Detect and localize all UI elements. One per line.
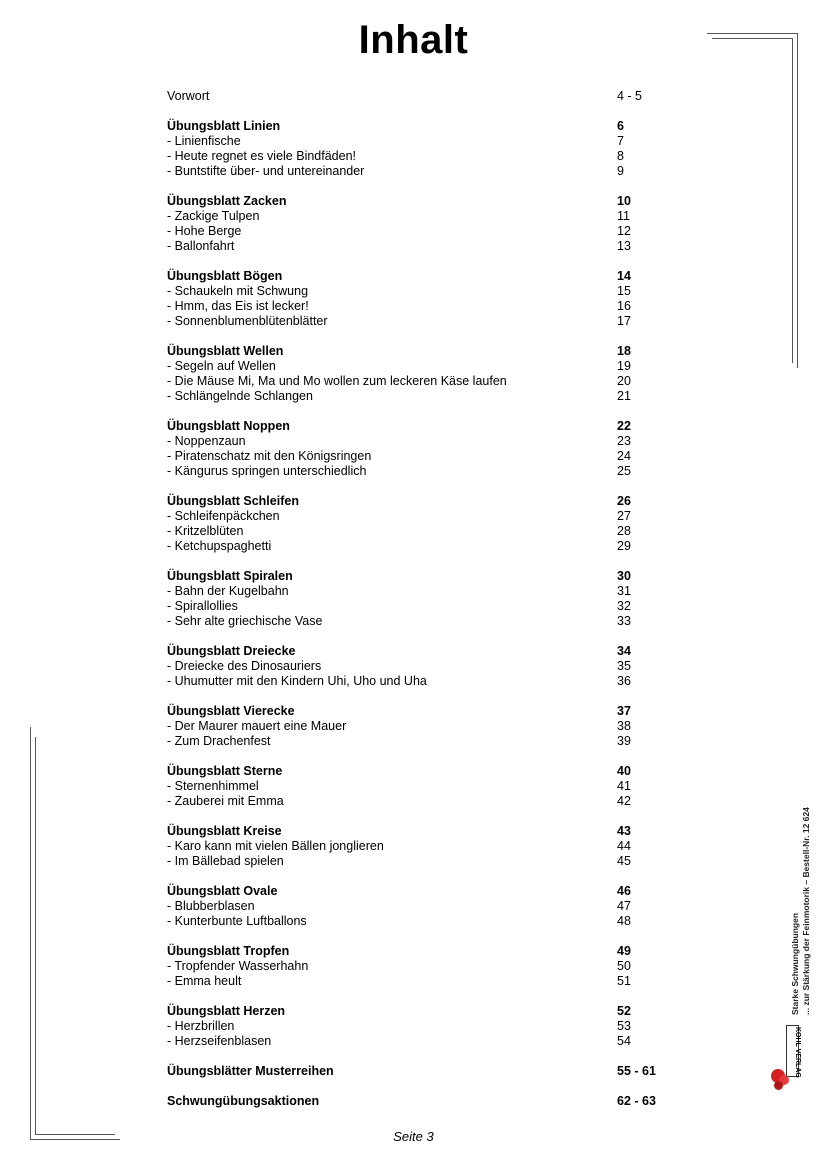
page-number: Seite 3: [393, 1129, 434, 1144]
toc-entry-title: - Schleifenpäckchen: [167, 509, 280, 523]
toc-entry-page: 38: [617, 719, 631, 733]
toc-entry-page: 42: [617, 794, 631, 808]
toc-entry-title: - Uhumutter mit den Kindern Uhi, Uho und Uha: [167, 674, 427, 688]
toc-section-heading: [167, 824, 667, 839]
toc-spacer: [167, 179, 667, 194]
toc-entry: [167, 1034, 667, 1049]
toc-entry-page: 19: [617, 359, 631, 373]
toc-entry-title: - Kritzelblüten: [167, 524, 244, 538]
toc-entry: [167, 599, 667, 614]
toc-entry-page: 24: [617, 449, 631, 463]
frame-line: [30, 727, 31, 1139]
toc-entry-page: 35: [617, 659, 631, 673]
toc-entry: [167, 539, 667, 554]
toc-entry-title: Übungsblatt Wellen: [167, 344, 284, 358]
toc-entry-title: Übungsblatt Sterne: [167, 764, 283, 778]
toc-entry: [167, 899, 667, 914]
toc-entry-page: 10: [617, 194, 631, 208]
toc-spacer: [167, 869, 667, 884]
toc-entry: [167, 974, 667, 989]
toc-section-heading: [167, 419, 667, 434]
toc-entry-title: Übungsblatt Spiralen: [167, 569, 293, 583]
toc-entry-title: - Hohe Berge: [167, 224, 242, 238]
toc-entry: [167, 314, 667, 329]
toc-entry-title: Übungsblatt Tropfen: [167, 944, 290, 958]
toc-entry: [167, 779, 667, 794]
toc-entry: [167, 434, 667, 449]
side-imprint-title: Starke Schwungübungen: [790, 912, 800, 1015]
toc-entry-page: 36: [617, 674, 631, 688]
frame-line: [35, 737, 36, 1134]
toc-entry: [167, 854, 667, 869]
toc-entry: [167, 509, 667, 524]
toc-section-heading: [167, 569, 667, 584]
toc-spacer: [167, 479, 667, 494]
toc-entry-page: 20: [617, 374, 631, 388]
toc-section-heading: [167, 119, 667, 134]
toc-entry-page: 18: [617, 344, 631, 358]
toc-entry: [167, 359, 667, 374]
toc-section-heading: [167, 1094, 667, 1109]
toc-entry-title: - Emma heult: [167, 974, 242, 988]
toc-spacer: [167, 329, 667, 344]
toc-entry: [167, 839, 667, 854]
toc-entry-title: - Blubberblasen: [167, 899, 255, 913]
frame-line: [797, 33, 798, 368]
toc-entry: [167, 719, 667, 734]
toc-spacer: [167, 749, 667, 764]
toc-entry-title: - Kunterbunte Luftballons: [167, 914, 307, 928]
toc-entry-page: 31: [617, 584, 631, 598]
toc-spacer: [167, 1049, 667, 1064]
toc-entry-title: Übungsblatt Noppen: [167, 419, 290, 433]
toc-entry-title: Übungsblatt Bögen: [167, 269, 283, 283]
toc-entry-title: - Schlängelnde Schlangen: [167, 389, 313, 403]
toc-section-heading: [167, 944, 667, 959]
toc-entry-page: 6: [617, 119, 624, 133]
toc-entry-page: 29: [617, 539, 631, 553]
toc-entry-title: - Noppenzaun: [167, 434, 246, 448]
side-imprint: [790, 807, 812, 1015]
logo-text: KOHL VERLAG: [794, 1027, 801, 1078]
toc-entry-page: 11: [617, 209, 630, 223]
toc-entry-title: - Im Bällebad spielen: [167, 854, 284, 868]
toc-entry-title: - Bahn der Kugelbahn: [167, 584, 289, 598]
toc-entry-title: - Sehr alte griechische Vase: [167, 614, 323, 628]
toc-spacer: [167, 554, 667, 569]
toc-spacer: [167, 629, 667, 644]
toc-entry-page: 23: [617, 434, 631, 448]
toc-entry: [167, 89, 667, 104]
toc-entry: [167, 164, 667, 179]
toc-entry-page: 54: [617, 1034, 631, 1048]
toc-entry: [167, 584, 667, 599]
page-title: Inhalt: [358, 18, 469, 62]
toc-entry-title: - Zum Drachenfest: [167, 734, 271, 748]
toc-entry-page: 37: [617, 704, 631, 718]
toc-entry-title: Vorwort: [167, 89, 210, 103]
toc-entry-page: 30: [617, 569, 631, 583]
toc-entry-title: - Karo kann mit vielen Bällen jonglieren: [167, 839, 384, 853]
toc-entry-page: 41: [617, 779, 631, 793]
toc-entry: [167, 299, 667, 314]
toc-entry-page: 53: [617, 1019, 631, 1033]
toc-spacer: [167, 929, 667, 944]
toc-entry-page: 40: [617, 764, 631, 778]
toc-entry-title: - Dreiecke des Dinosauriers: [167, 659, 322, 673]
toc-section-heading: [167, 194, 667, 209]
toc-entry-title: Schwungübungsaktionen: [167, 1094, 320, 1108]
toc-spacer: [167, 1079, 667, 1094]
toc-entry: [167, 734, 667, 749]
toc-entry-title: Übungsblatt Zacken: [167, 194, 287, 208]
toc-entry-title: - Schaukeln mit Schwung: [167, 284, 309, 298]
toc-entry-page: 13: [617, 239, 631, 253]
toc-entry: [167, 374, 667, 389]
toc-entry-page: 22: [617, 419, 631, 433]
toc-entry-title: - Ballonfahrt: [167, 239, 235, 253]
toc-entry-title: - Der Maurer mauert eine Mauer: [167, 719, 347, 733]
toc-section-heading: [167, 704, 667, 719]
toc-section-heading: [167, 344, 667, 359]
table-of-contents: [167, 89, 667, 1109]
frame-line: [712, 38, 792, 39]
toc-entry-page: 48: [617, 914, 631, 928]
toc-entry-page: 21: [617, 389, 631, 403]
toc-entry-title: - Spirallollies: [167, 599, 238, 613]
toc-entry: [167, 449, 667, 464]
toc-entry: [167, 524, 667, 539]
toc-spacer: [167, 104, 667, 119]
toc-section-heading: [167, 764, 667, 779]
toc-entry: [167, 149, 667, 164]
toc-entry-page: 9: [617, 164, 624, 178]
toc-entry-title: - Kängurus springen unterschiedlich: [167, 464, 367, 478]
toc-entry: [167, 134, 667, 149]
toc-section-heading: [167, 644, 667, 659]
toc-entry-page: 44: [617, 839, 631, 853]
toc-entry-page: 55 - 61: [617, 1064, 656, 1078]
toc-entry-page: 39: [617, 734, 631, 748]
toc-entry-title: - Die Mäuse Mi, Ma und Mo wollen zum leckeren Käse laufen: [167, 374, 507, 388]
toc-entry-title: Übungsblatt Schleifen: [167, 494, 299, 508]
toc-spacer: [167, 809, 667, 824]
toc-entry: [167, 959, 667, 974]
frame-line: [707, 33, 797, 34]
toc-entry-title: - Linienfische: [167, 134, 241, 148]
toc-entry-page: 14: [617, 269, 631, 283]
toc-entry-page: 34: [617, 644, 631, 658]
toc-entry-page: 50: [617, 959, 631, 973]
toc-section-heading: [167, 884, 667, 899]
toc-entry-title: Übungsblatt Linien: [167, 119, 281, 133]
frame-line: [792, 38, 793, 363]
toc-entry-title: - Segeln auf Wellen: [167, 359, 276, 373]
toc-entry-title: Übungsblätter Musterreihen: [167, 1064, 334, 1078]
logo-flower-icon: [774, 1081, 783, 1090]
toc-section-heading: [167, 494, 667, 509]
toc-entry-title: - Zauberei mit Emma: [167, 794, 284, 808]
toc-entry: [167, 1019, 667, 1034]
toc-entry-page: 47: [617, 899, 631, 913]
toc-entry-title: Übungsblatt Herzen: [167, 1004, 286, 1018]
toc-entry-page: 4 - 5: [617, 89, 643, 103]
toc-entry-page: 45: [617, 854, 631, 868]
toc-entry-page: 8: [617, 149, 624, 163]
toc-section-heading: [167, 1064, 667, 1079]
toc-entry: [167, 224, 667, 239]
toc-section-heading: [167, 1004, 667, 1019]
toc-entry-title: - Buntstifte über- und untereinander: [167, 164, 365, 178]
toc-entry-title: - Piratenschatz mit den Königsringen: [167, 449, 372, 463]
toc-entry-title: - Herzseifenblasen: [167, 1034, 272, 1048]
toc-entry-title: - Zackige Tulpen: [167, 209, 260, 223]
toc-entry: [167, 914, 667, 929]
toc-entry-page: 62 - 63: [617, 1094, 656, 1108]
toc-entry-title: - Hmm, das Eis ist lecker!: [167, 299, 309, 313]
toc-entry: [167, 614, 667, 629]
toc-entry: [167, 209, 667, 224]
toc-entry: [167, 659, 667, 674]
publisher-logo: [770, 1025, 800, 1091]
toc-spacer: [167, 689, 667, 704]
toc-entry-page: 32: [617, 599, 631, 613]
toc-entry-page: 15: [617, 284, 631, 298]
toc-entry-title: - Heute regnet es viele Bindfäden!: [167, 149, 357, 163]
toc-entry-page: 12: [617, 224, 631, 238]
toc-entry-title: Übungsblatt Ovale: [167, 884, 278, 898]
toc-entry: [167, 674, 667, 689]
toc-entry: [167, 464, 667, 479]
toc-section-heading: [167, 269, 667, 284]
toc-entry-title: Übungsblatt Kreise: [167, 824, 282, 838]
toc-entry: [167, 284, 667, 299]
toc-spacer: [167, 989, 667, 1004]
toc-entry-page: 49: [617, 944, 631, 958]
toc-entry-page: 7: [617, 134, 624, 148]
toc-entry-title: - Tropfender Wasserhahn: [167, 959, 309, 973]
toc-entry-title: Übungsblatt Dreiecke: [167, 644, 296, 658]
toc-entry: [167, 794, 667, 809]
toc-entry-page: 52: [617, 1004, 631, 1018]
toc-entry-page: 25: [617, 464, 631, 478]
toc-spacer: [167, 254, 667, 269]
toc-entry-title: - Ketchupspaghetti: [167, 539, 272, 553]
toc-entry: [167, 389, 667, 404]
toc-entry-title: - Sonnenblumenblütenblätter: [167, 314, 328, 328]
toc-entry-page: 26: [617, 494, 631, 508]
toc-entry-page: 27: [617, 509, 631, 523]
side-imprint-subtitle: ... zur Stärkung der Feinmotorik – Bestell-Nr. 12 624: [801, 807, 811, 1015]
toc-entry-page: 43: [617, 824, 631, 838]
toc-entry-page: 46: [617, 884, 631, 898]
toc-entry-title: Übungsblatt Vierecke: [167, 704, 295, 718]
toc-entry-title: - Sternenhimmel: [167, 779, 259, 793]
toc-entry-title: - Herzbrillen: [167, 1019, 235, 1033]
toc-entry-page: 33: [617, 614, 631, 628]
toc-entry-page: 16: [617, 299, 631, 313]
toc-entry-page: 28: [617, 524, 631, 538]
toc-entry-page: 17: [617, 314, 631, 328]
toc-entry: [167, 239, 667, 254]
toc-spacer: [167, 404, 667, 419]
toc-entry-page: 51: [617, 974, 631, 988]
